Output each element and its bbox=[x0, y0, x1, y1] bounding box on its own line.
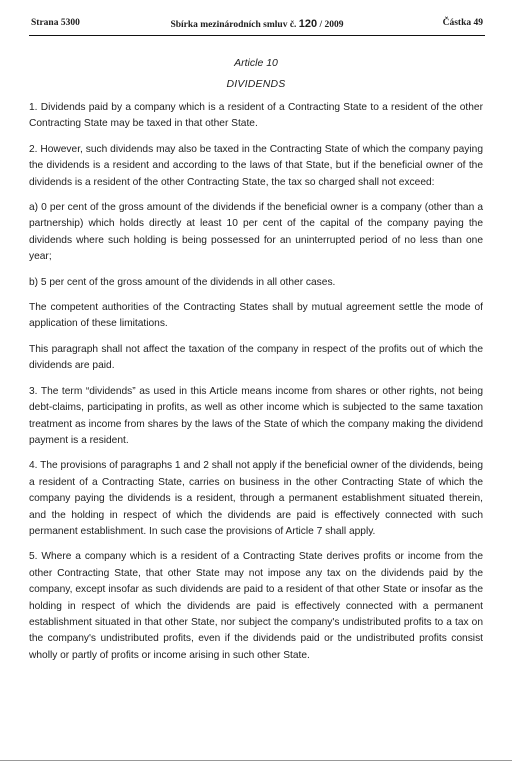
paragraph-4: 4. The provisions of paragraphs 1 and 2 shall not apply if the beneficial owner of the dividends, being a resident of a Contracting State, carries on business in the other Contracting State of which the company paying the dividends is a resident, through a permanent establishment situated therein, and the holding in respect of which the dividends are paid is effectively connected with such permanent establishment. In such case the provisions of Article 7 shall apply. bbox=[29, 460, 484, 537]
page-bottom-divider bbox=[0, 760, 512, 761]
paragraph-2b: b) 5 per cent of the gross amount of the dividends in all other cases. bbox=[29, 276, 336, 288]
paragraph-5: 5. Where a company which is a resident of a Contracting State derives profits or income from the other Contracting State, that other State may not impose any tax on the dividends paid by the company, except insofar as such dividends are paid to a resident of that other State or insofar as the holding in respect of which the dividends are paid is effectively connected with a permanent establishment situated in that other State, nor subject the company's undistributed profits to a tax on the company's undistributed profits, even if the dividends paid or the undistributed profits consist wholly or partly of profits or income arising in such other State. bbox=[29, 551, 483, 661]
page-number-label: Strana 5300 bbox=[31, 18, 80, 28]
paragraph-1: 1. Dividends paid by a company which is a resident of a Contracting State to a resident of the other Contracting State may be taxed in that other State. bbox=[29, 102, 483, 130]
article-subtitle: DIVIDENDS bbox=[226, 78, 286, 90]
article-body bbox=[29, 100, 483, 673]
part-label: Částka 49 bbox=[442, 18, 483, 28]
collection-prefix: Sbírka mezinárodních smluv č. bbox=[170, 20, 297, 30]
paragraph-2a: a) 0 per cent of the gross amount of the dividends if the beneficial owner is a company (other than a partnership) which holds directly at least 10 per cent of the capital of the company paying the dividends where such holding is being possessed for an uninterrupted period of no less than one year; bbox=[29, 202, 483, 263]
page-header bbox=[29, 15, 485, 36]
article-title: Article 10 bbox=[234, 57, 278, 69]
collection-title bbox=[29, 18, 485, 30]
paragraph-2-limitations: The competent authorities of the Contracting States shall by mutual agreement settle the mode of application of these limitations. bbox=[29, 302, 483, 330]
year-suffix: / 2009 bbox=[319, 20, 344, 30]
paragraph-2-profits: This paragraph shall not affect the taxation of the company in respect of the profits out of which the dividends are paid. bbox=[29, 343, 483, 372]
paragraph-2: 2. However, such dividends may also be taxed in the Contracting State of which the company paying the dividends is a resident and according to the laws of that State, but if the beneficial owner of the dividends is a resident of the other Contracting State, the tax so charged shall not exceed: bbox=[29, 143, 483, 188]
issue-number: 120 bbox=[298, 18, 318, 30]
paragraph-3: 3. The term “dividends” as used in this Article means income from shares or other rights, not being debt-claims, participating in profits, as well as other income which is subjected to the same taxation treatment as income from shares by the laws of the State of which the company making the dividend payment is a resident. bbox=[29, 385, 483, 446]
